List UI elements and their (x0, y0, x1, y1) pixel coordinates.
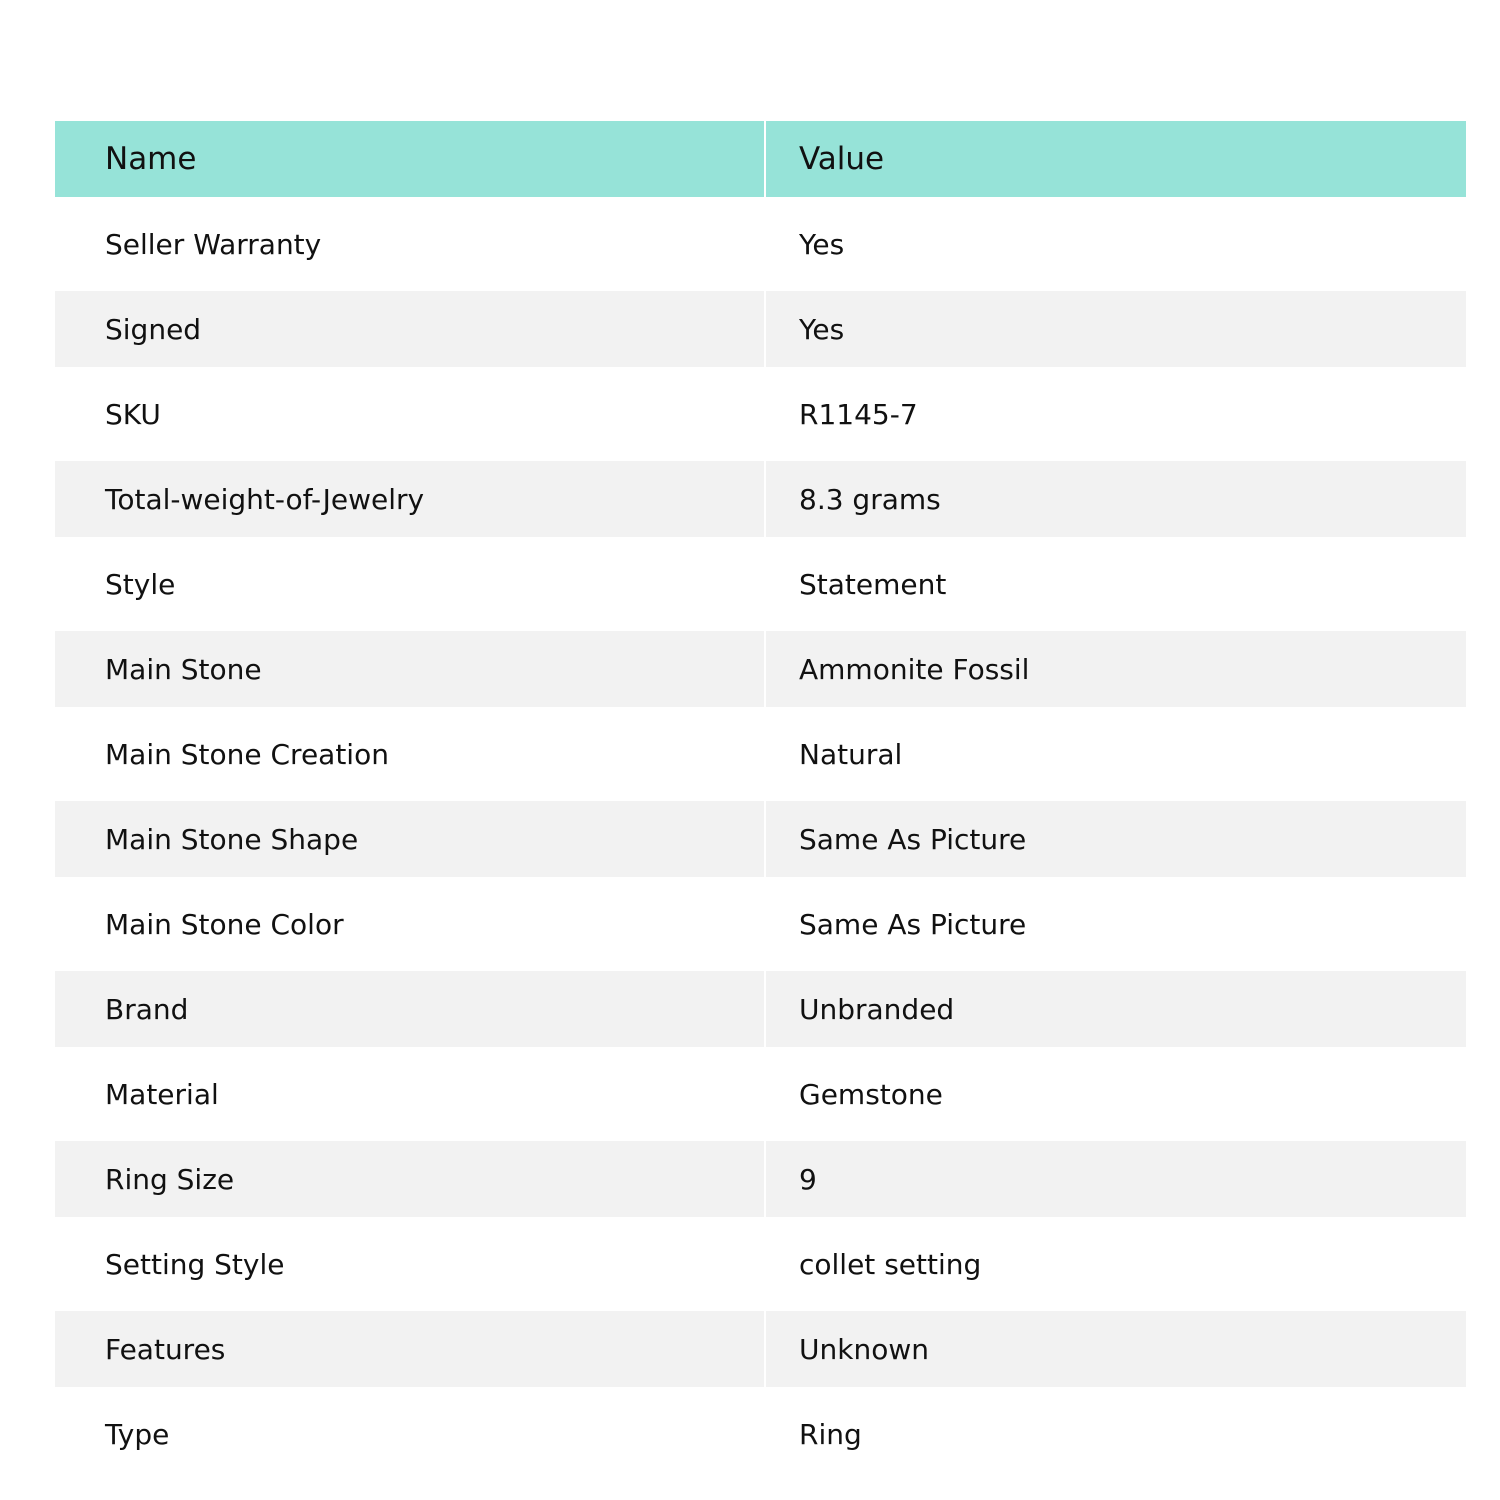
table-row (55, 1311, 1466, 1387)
row-name-cell: SKU (55, 367, 766, 461)
table-row (55, 197, 1466, 291)
table-row (55, 1141, 1466, 1217)
table-row (55, 707, 1466, 801)
row-name-cell: Ring Size (55, 1141, 766, 1217)
row-name-cell: Main Stone (55, 631, 766, 707)
table-row (55, 461, 1466, 537)
table-row (55, 877, 1466, 971)
item-specifics-table (55, 121, 1466, 1481)
table-row (55, 291, 1466, 367)
row-value-cell: Unbranded (766, 971, 1466, 1047)
row-value-cell: Gemstone (799, 1077, 943, 1111)
row-value-cell: Natural (799, 737, 903, 771)
table-row (55, 631, 1466, 707)
row-value-cell: Ammonite Fossil (766, 631, 1466, 707)
table-row (55, 537, 1466, 631)
row-name-cell: Signed (55, 291, 766, 367)
table-row (55, 971, 1466, 1047)
row-value-cell: Statement (799, 567, 947, 601)
row-name-cell: Main Stone Shape (55, 801, 766, 877)
row-name-cell: Main Stone Creation (55, 707, 766, 801)
row-name-cell: Brand (55, 971, 766, 1047)
row-value-cell: Yes (766, 291, 1466, 367)
row-value-cell: Yes (799, 227, 845, 261)
table-row (55, 1047, 1466, 1141)
row-value-cell: R1145-7 (799, 397, 918, 431)
table-row (55, 1217, 1466, 1311)
table-header-row (55, 121, 1466, 197)
row-value-cell: collet setting (799, 1247, 982, 1281)
column-header-name: Name (55, 121, 766, 197)
row-name-cell: Main Stone Color (55, 877, 766, 971)
row-value-cell: Same As Picture (799, 907, 1027, 941)
row-value-cell: Unknown (766, 1311, 1466, 1387)
row-name-cell: Material (55, 1047, 766, 1141)
row-name-cell: Setting Style (55, 1217, 766, 1311)
table-row (55, 801, 1466, 877)
row-name-cell: Total-weight-of-Jewelry (55, 461, 766, 537)
row-value-cell: 9 (766, 1141, 1466, 1217)
table-row (55, 1387, 1466, 1481)
row-value-cell: Ring (799, 1417, 862, 1451)
row-name-cell: Style (55, 537, 766, 631)
row-name-cell: Type (55, 1387, 766, 1481)
table-row (55, 367, 1466, 461)
column-header-value: Value (766, 121, 1466, 197)
row-name-cell: Seller Warranty (55, 197, 766, 291)
row-value-cell: Same As Picture (766, 801, 1466, 877)
row-value-cell: 8.3 grams (766, 461, 1466, 537)
row-name-cell: Features (55, 1311, 766, 1387)
